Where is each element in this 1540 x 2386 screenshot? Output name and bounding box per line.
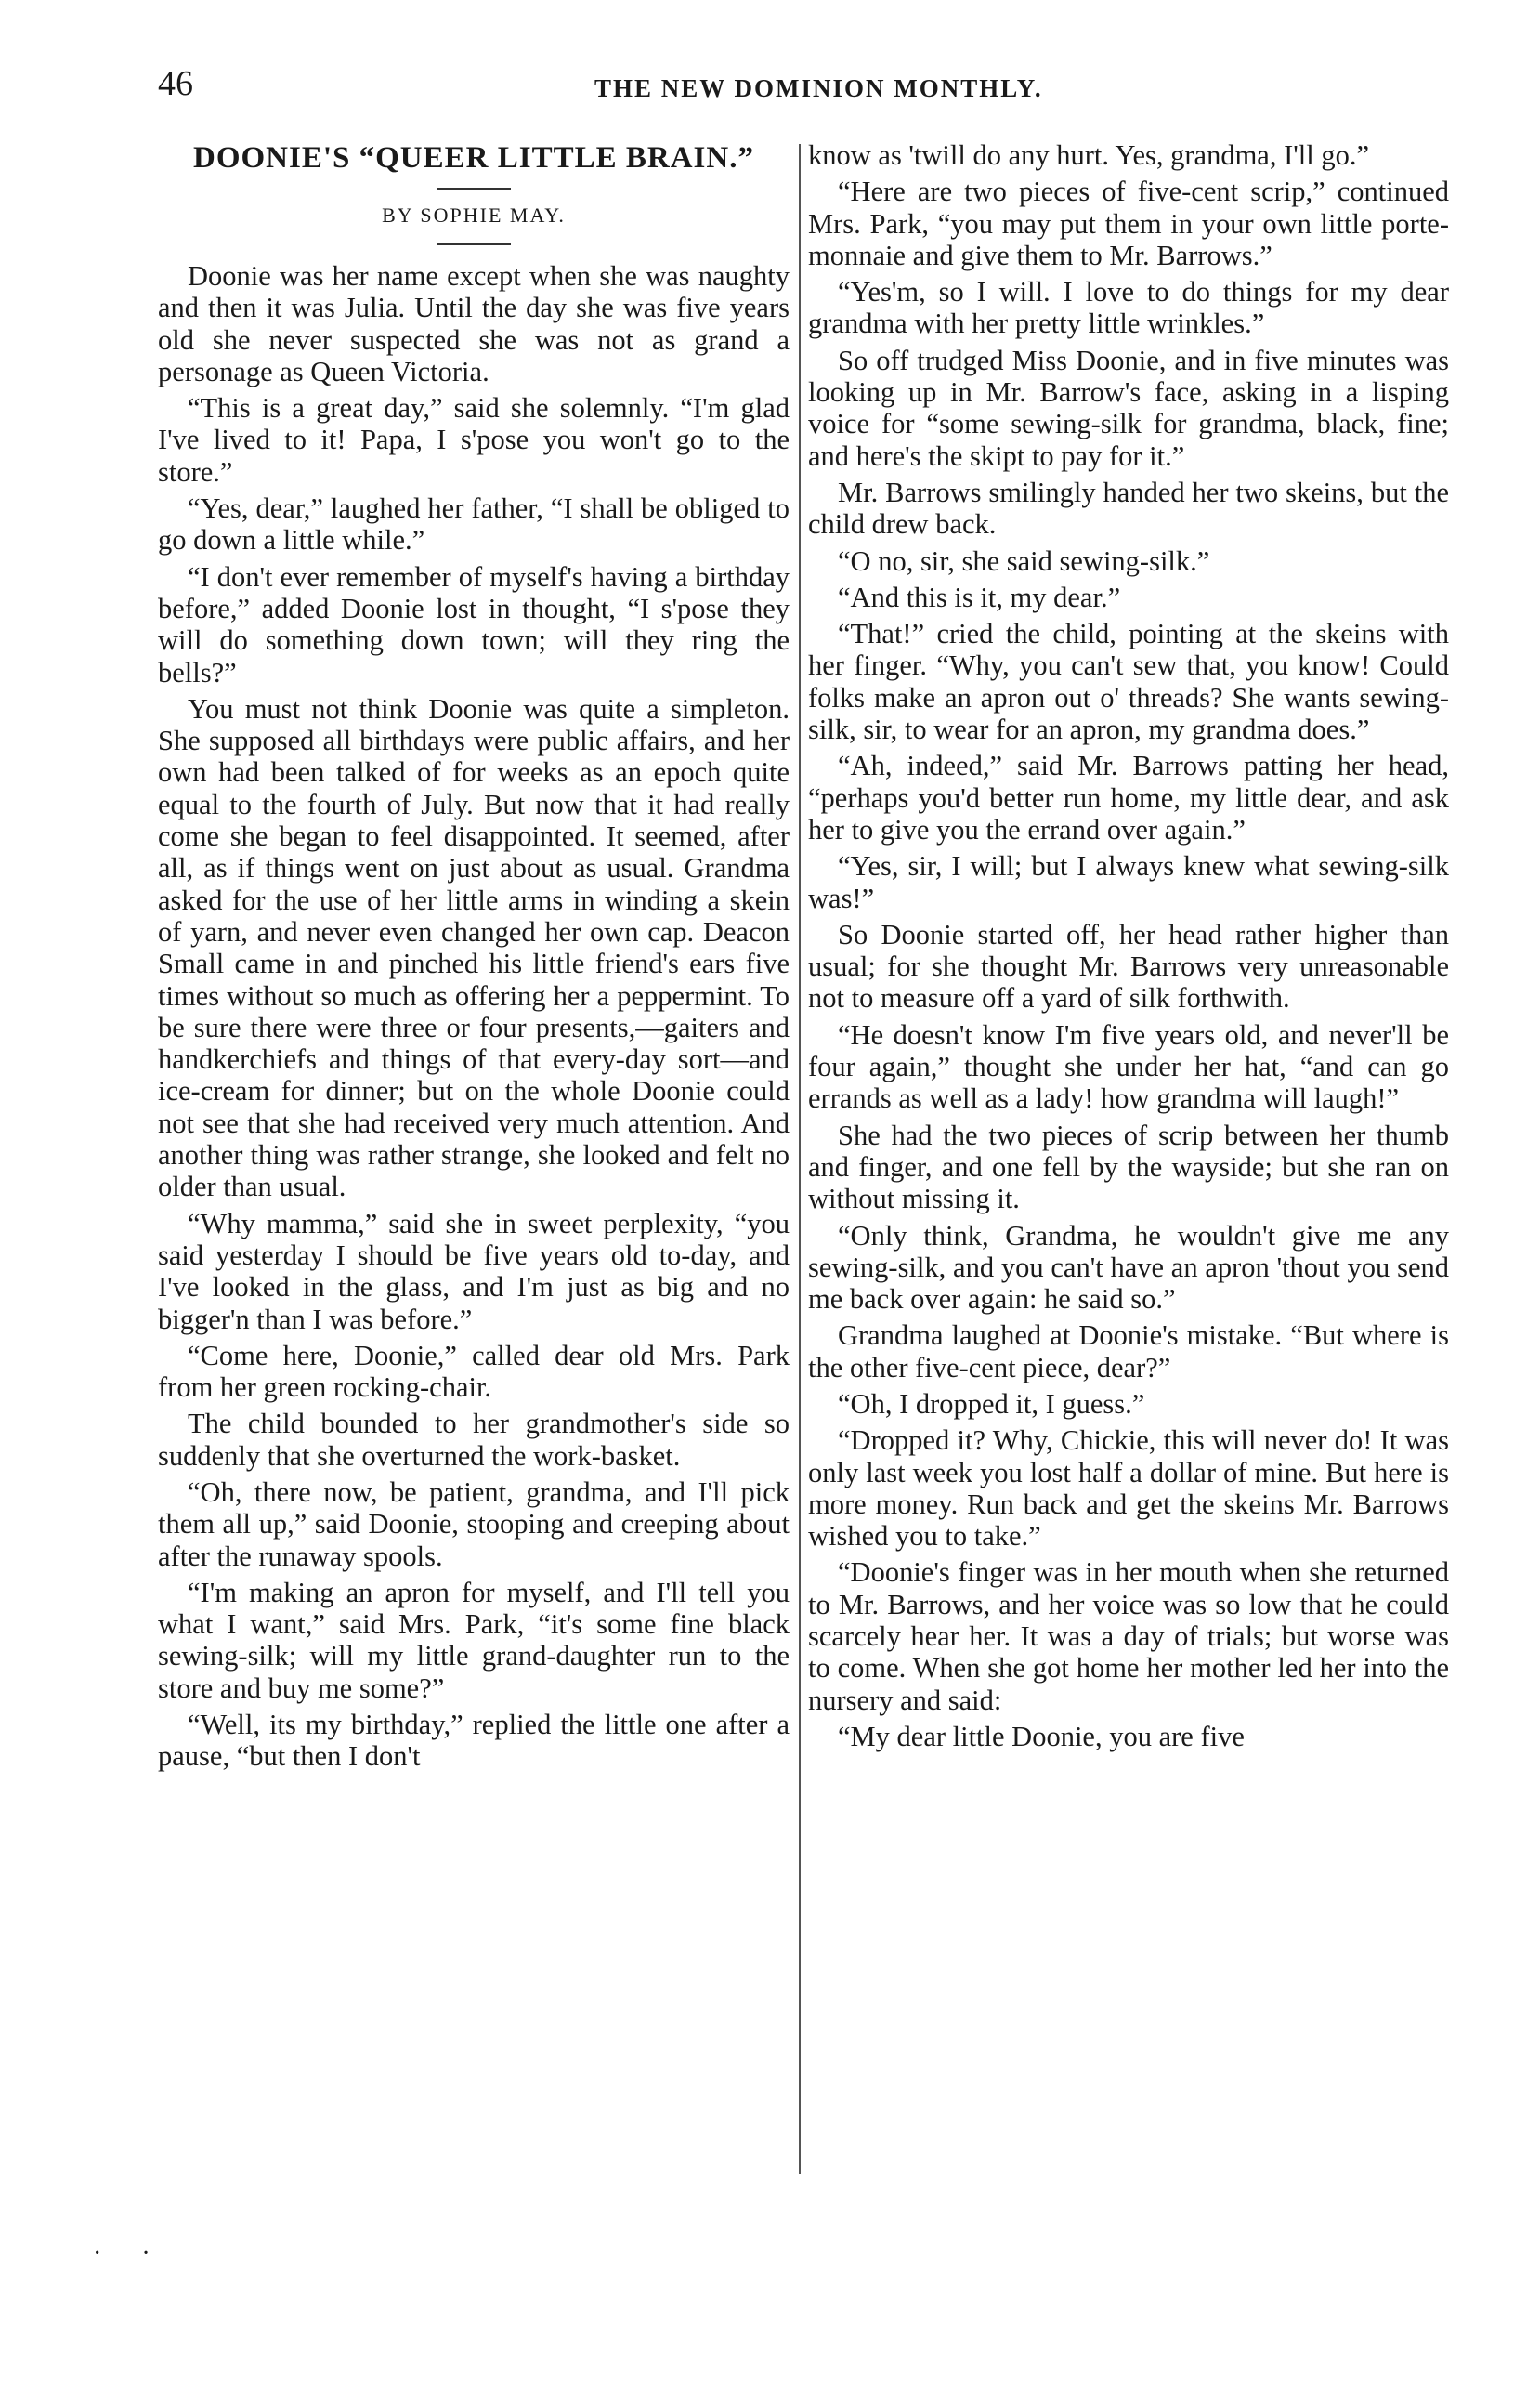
paragraph: “Yes, dear,” laughed her father, “I shall be obliged to go down a little while.”: [158, 492, 790, 557]
title-rule: [437, 188, 511, 190]
paragraph: “Well, its my birthday,” replied the little one after a pause, “but then I don't: [158, 1709, 790, 1773]
column-divider: [799, 144, 801, 2174]
left-column-text: [158, 260, 790, 1773]
paragraph: know as 'twill do any hurt. Yes, grandma, I'll go.”: [808, 139, 1369, 171]
paragraph: “Oh, there now, be patient, grandma, and I'll pick them all up,” said Doonie, stooping and creeping about after the runaway spools.: [158, 1475, 790, 1572]
paragraph: Doonie was her name except when she was naughty and then it was Julia. Until the day she was five years old she never suspected she was not as grand a personage as Queen Victoria.: [158, 260, 790, 387]
paragraph: Grandma laughed at Doonie's mistake. “But where is the other five-cent piece, dear?”: [808, 1319, 1449, 1383]
paragraph: “Come here, Doonie,” called dear old Mrs. Park from her green rocking-chair.: [158, 1339, 790, 1404]
paragraph: “I don't ever remember of myself's having a birthday before,” added Doonie lost in thought, “I s'pose they will do something down town; will they ring the bells?”: [158, 560, 790, 688]
paragraph: The child bounded to her grandmother's side so suddenly that she overturned the work-basket.: [158, 1408, 790, 1472]
paragraph: “He doesn't know I'm five years old, and never'll be four again,” thought she under her hat, “and can go errands as well as a lady! how grandma will laugh!”: [808, 1018, 1449, 1115]
paragraph: “My dear little Doonie, you are five: [838, 1720, 1245, 1752]
right-column: [808, 139, 1449, 1757]
paragraph: “Dropped it? Why, Chickie, this will never do! It was only last week you lost half a dollar of mine. But here is more money. Run back and get the skeins Mr. Barrows wished you to take.”: [808, 1424, 1449, 1553]
paragraph: “Oh, I dropped it, I guess.”: [838, 1387, 1145, 1420]
paragraph: So off trudged Miss Doonie, and in five minutes was looking up in Mr. Barrow's face, asking in a lisping voice for “some sewing-silk for grandma, black, fine; and here's the skipt to pay for it.”: [808, 344, 1449, 472]
byline: BY SOPHIE MAY.: [382, 203, 566, 227]
paragraph: You must not think Doonie was quite a simpleton. She supposed all birthdays were public affairs, and her own had been talked of for weeks as an epoch quite equal to the fourth of July. But now that it had really come she began to feel disappointed. It seemed, after all, as if things went on just about as usual. Grandma asked for the use of her little arms in winding a skein of yarn, and never even changed her own cap. Deacon Small came in and pinched his little friend's ears five times without so much as offering her a peppermint. To be sure there were three or four presents,—gaiters and handkerchiefs and things of that every-day sort—and ice-cream for dinner; but on the whole Doonie could not see that she had received very much attention. And another thing was rather strange, she looked and felt no older than usual.: [158, 692, 790, 1203]
paragraph: “And this is it, my dear.”: [838, 581, 1121, 613]
paragraph: So Doonie started off, her head rather higher than usual; for she thought Mr. Barrows very unreasonable not to measure off a yard of silk forthwith.: [808, 918, 1449, 1015]
paragraph: “Here are two pieces of five-cent scrip,” continued Mrs. Park, “you may put them in your own little porte-monnaie and give them to Mr. Barrows.”: [808, 176, 1449, 271]
running-head: [0, 63, 1540, 110]
paragraph: “Why mamma,” said she in sweet perplexity, “you said yesterday I should be five years old to-day, and I've looked in the glass, and I'm just as big and no bigger'n than I was before.”: [158, 1207, 790, 1335]
paragraph: “I'm making an apron for myself, and I'll tell you what I want,” said Mrs. Park, “it's some fine black sewing-silk; will my little grand-daughter run to the store and buy me some?”: [158, 1576, 790, 1704]
paragraph: “Ah, indeed,” said Mr. Barrows patting her head, “perhaps you'd better run home, my little dear, and ask her to give you the errand over again.”: [808, 750, 1449, 846]
byline-rule: [437, 243, 511, 245]
paragraph: “Yes, sir, I will; but I always knew what sewing-silk was!”: [808, 850, 1449, 914]
right-column-text: [808, 139, 1449, 1752]
paragraph: “O no, sir, she said sewing-silk.”: [838, 544, 1210, 577]
article-title: DOONIE'S “QUEER LITTLE BRAIN.”: [193, 141, 754, 175]
paragraph: “That!” cried the child, pointing at the skeins with her finger. “Why, you can't sew that, you know! Could folks make an apron out o' threads? She wants sewing-silk, sir, to wear for an apron, my grandma does.”: [808, 618, 1449, 746]
print-speckles: · ·: [93, 2239, 167, 2268]
paragraph: “Doonie's finger was in her mouth when she returned to Mr. Barrows, and her voice was so low that he could scarcely hear her. It was a day of trials; but worse was to come. When she got home her mother led her into the nursery and said:: [808, 1556, 1449, 1716]
journal-title: THE NEW DOMINION MONTHLY.: [594, 74, 1043, 102]
page-number: 46: [158, 64, 193, 103]
paragraph: Mr. Barrows smilingly handed her two skeins, but the child drew back.: [808, 476, 1449, 541]
paragraph: “Only think, Grandma, he wouldn't give me any sewing-silk, and you can't have an apron 'thout you send me back over again: he said so.”: [808, 1219, 1449, 1316]
paragraph: “This is a great day,” said she solemnly. “I'm glad I've lived to it! Papa, I s'pose you won't go to the store.”: [158, 392, 790, 488]
left-column: [158, 139, 790, 1777]
paragraph: She had the two pieces of scrip between her thumb and finger, and one fell by the wayside; but she ran on without missing it.: [808, 1119, 1449, 1215]
paragraph: “Yes'm, so I will. I love to do things for my dear grandma with her pretty little wrinkles.”: [808, 276, 1449, 340]
